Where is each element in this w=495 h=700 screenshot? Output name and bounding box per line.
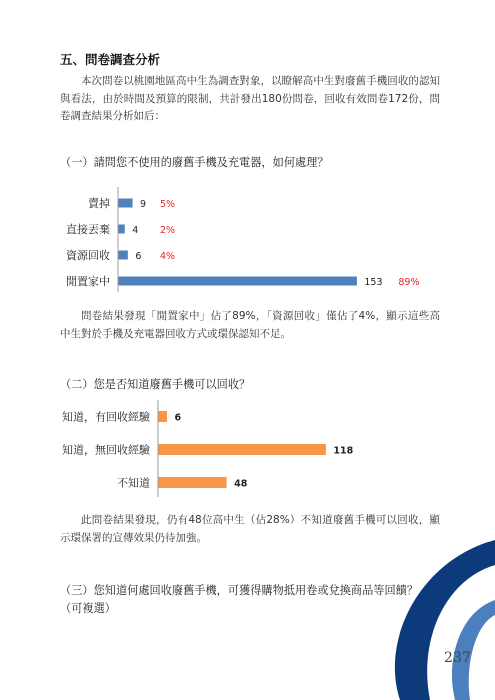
value-label: 6: [174, 412, 182, 424]
category-label: 賣掉: [88, 197, 110, 210]
bar: [159, 477, 227, 488]
percent-label: 89%: [398, 277, 420, 288]
question-3: （三）您知道何處回收廢舊手機，可獲得購物抵用卷或兌換商品等回饋？（可複選）: [60, 584, 419, 615]
category-label: 資源回收: [66, 249, 110, 262]
bar: [119, 251, 128, 260]
percent-label: 4%: [160, 251, 176, 262]
percent-label: 2%: [160, 225, 176, 236]
chart1-comment: 問卷結果發現「閒置家中」佔了89%，「資源回收」僅佔了4%，顯示這些高中生對於手機及充電器回收方式或環保認知不足。: [60, 310, 440, 340]
section-title: 五、問卷調查分析: [60, 52, 161, 67]
value-label: 6: [135, 251, 142, 262]
chart-recycle-awareness: [40, 400, 460, 500]
bar: [159, 411, 168, 422]
percent-label: 5%: [160, 199, 176, 210]
page-number: 237: [444, 650, 471, 666]
bar: [119, 277, 357, 286]
value-label: 118: [333, 445, 354, 457]
value-label: 4: [132, 225, 139, 236]
category-label: 知道，有回收經驗: [62, 410, 150, 424]
value-label: 153: [364, 277, 383, 288]
value-label: 48: [234, 478, 248, 490]
question-1: （一）請問您不使用的廢舊手機及充電器，如何處理？: [60, 156, 329, 169]
value-label: 9: [140, 199, 147, 210]
category-label: 閒置家中: [66, 275, 110, 288]
bar: [119, 225, 125, 234]
category-label: 不知道: [117, 476, 150, 490]
chart2-comment: 此問卷結果發現，仍有48位高中生（佔28%）不知道廢舊手機可以回收，顯示環保署的宣傳效果仍待加強。: [60, 514, 440, 544]
question-2: （二）您是否知道廢舊手機可以回收？: [60, 378, 251, 391]
chart-disposal-svg: [40, 187, 460, 297]
bar: [119, 199, 133, 208]
intro-paragraph: 本次問卷以桃園地區高中生為調查對象，以瞭解高中生對廢舊手機回收的認知與看法，由於時間及預算的限制，共計發出180份問卷，回收有效問卷172份，問卷調查結果分析如后：: [60, 75, 440, 122]
category-label: 知道，無回收經驗: [62, 443, 150, 457]
chart-disposal-method: [40, 187, 460, 297]
bar: [159, 444, 326, 455]
category-label: 直接丟棄: [66, 223, 110, 236]
chart-awareness-svg: [40, 400, 460, 500]
